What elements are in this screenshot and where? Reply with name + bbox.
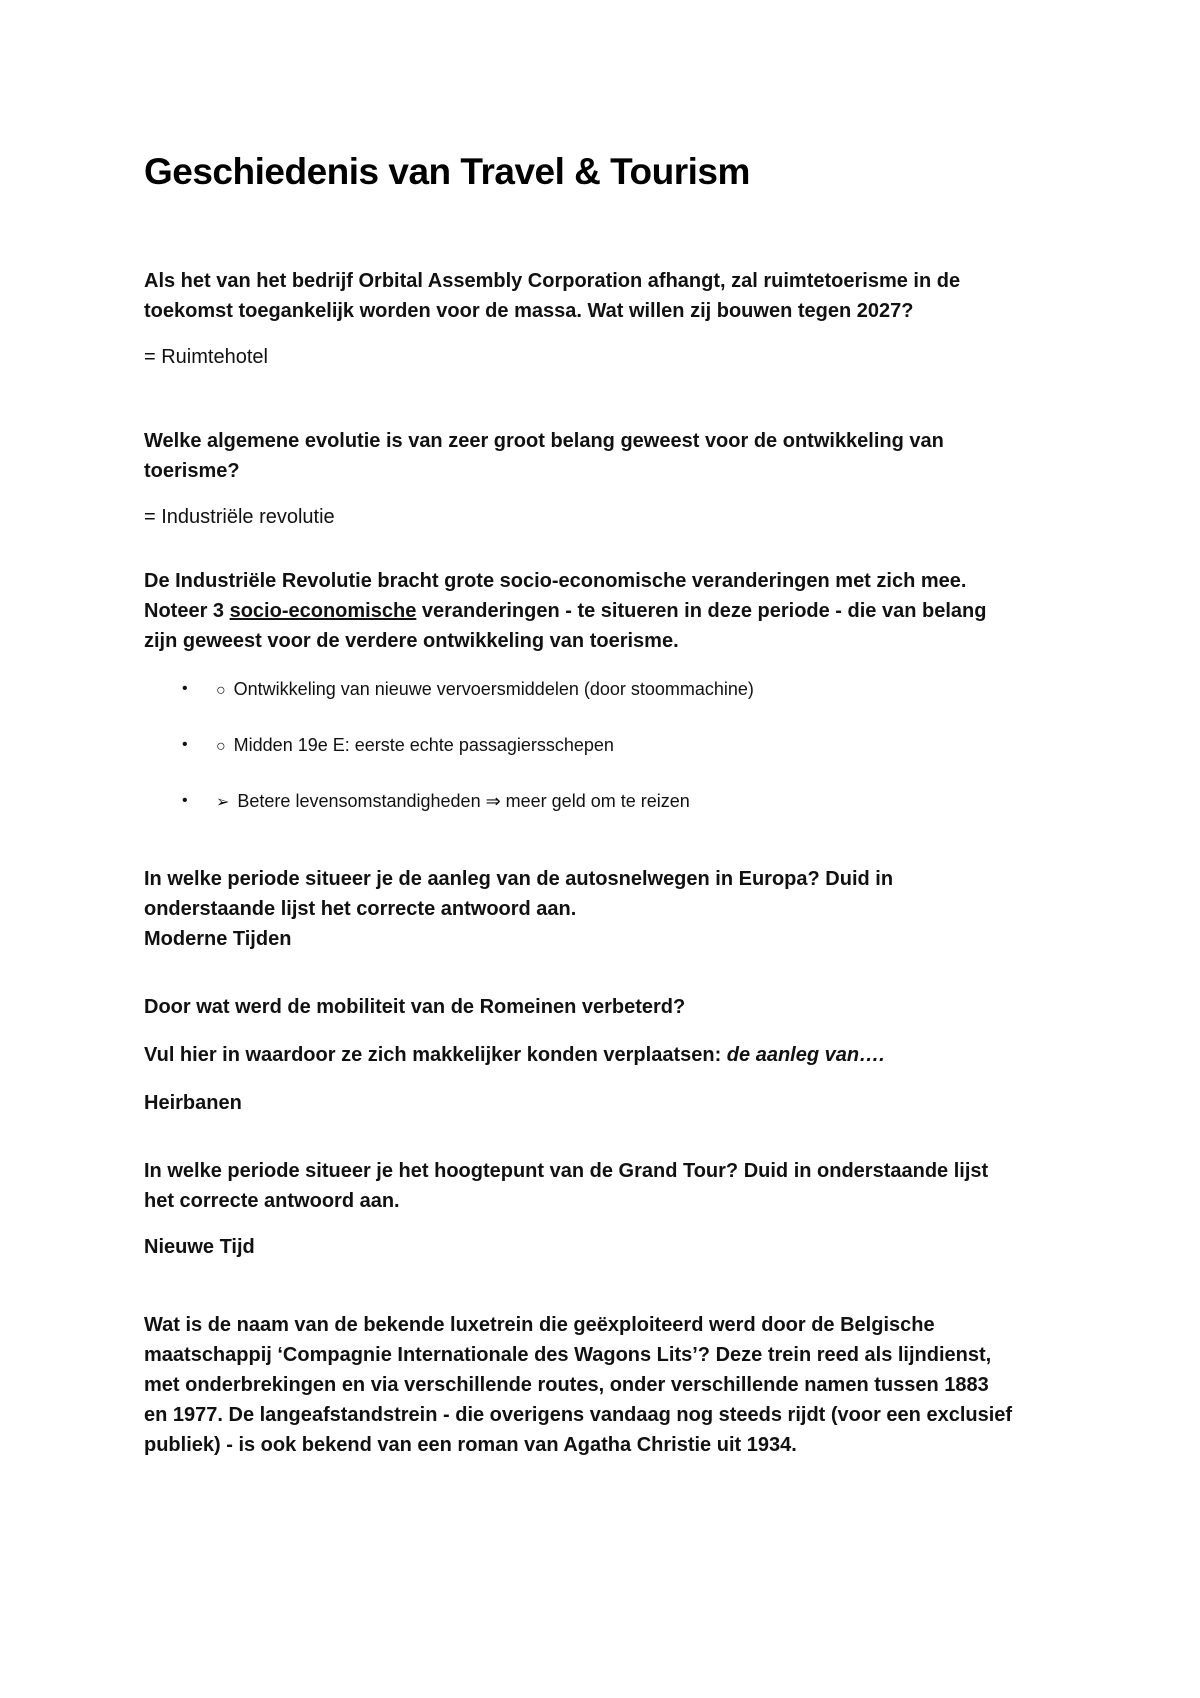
list-item-text: Midden 19e E: eerste echte passagiersschepen bbox=[233, 735, 614, 755]
answer-4: Moderne Tijden bbox=[144, 928, 292, 950]
question-5-line-1: Door wat werd de mobiliteit van de Romeinen verbeterd? bbox=[144, 996, 686, 1018]
question-7-line-3: met onderbrekingen en via verschillende routes, onder verschillende namen tussen 1883 bbox=[144, 1374, 989, 1396]
list-item-text: Ontwikkeling van nieuwe vervoersmiddelen (door stoommachine) bbox=[233, 679, 754, 699]
question-3-line-1: De Industriële Revolutie bracht grote socio-economische veranderingen met zich mee. bbox=[144, 570, 967, 592]
question-5-line-2 bbox=[144, 1040, 1074, 1070]
answer-3-list bbox=[144, 676, 1074, 814]
list-item bbox=[144, 732, 1074, 758]
answer-1: = Ruimtehotel bbox=[144, 346, 268, 368]
bullet-icon: • bbox=[182, 792, 188, 809]
question-3-line-2-pre: Noteer 3 bbox=[144, 600, 230, 622]
document-content bbox=[144, 150, 1074, 1460]
question-3-line-3: zijn geweest voor de verdere ontwikkeling van toerisme. bbox=[144, 630, 679, 652]
list-item-text: Betere levensomstandigheden ⇒ meer geld om te reizen bbox=[237, 791, 690, 811]
list-item bbox=[144, 676, 1074, 702]
question-7-line-2: maatschappij ‘Compagnie Internationale des Wagons Lits’? Deze trein reed als lijndienst, bbox=[144, 1344, 992, 1366]
answer-5: Heirbanen bbox=[144, 1092, 242, 1114]
question-1-line-2: toekomst toegankelijk worden voor de massa. Wat willen zij bouwen tegen 2027? bbox=[144, 300, 914, 322]
document-title: Geschiedenis van Travel & Tourism bbox=[144, 151, 750, 192]
question-7-line-5: publiek) - is ook bekend van een roman van Agatha Christie uit 1934. bbox=[144, 1434, 797, 1456]
question-7-line-4: en 1977. De langeafstandstrein - die overigens vandaag nog steeds rijdt (voor een exclusief bbox=[144, 1404, 1013, 1426]
question-3-underlined-term: socio-economische bbox=[229, 600, 417, 622]
question-3-line-2 bbox=[144, 596, 1074, 626]
question-5-italic-prompt: de aanleg van…. bbox=[726, 1044, 885, 1066]
bullet-icon: • bbox=[182, 680, 188, 697]
question-7-line-1: Wat is de naam van de bekende luxetrein die geëxploiteerd werd door de Belgische bbox=[144, 1314, 935, 1336]
question-5-line-2-pre: Vul hier in waardoor ze zich makkelijker konden verplaatsen: bbox=[144, 1044, 727, 1066]
question-4-line-1: In welke periode situeer je de aanleg van de autosnelwegen in Europa? Duid in bbox=[144, 868, 894, 890]
question-3-line-2-post: veranderingen - te situeren in deze periode - die van belang bbox=[416, 600, 987, 622]
bullet-icon: • bbox=[182, 736, 188, 753]
question-2-line-1: Welke algemene evolutie is van zeer groot belang geweest voor de ontwikkeling van bbox=[144, 430, 944, 452]
list-item bbox=[144, 788, 1074, 814]
question-4-line-2: onderstaande lijst het correcte antwoord aan. bbox=[144, 898, 577, 920]
question-1-line-1: Als het van het bedrijf Orbital Assembly Corporation afhangt, zal ruimtetoerisme in de bbox=[144, 270, 961, 292]
answer-6: Nieuwe Tijd bbox=[144, 1236, 255, 1258]
question-2-line-2: toerisme? bbox=[144, 460, 240, 482]
circle-icon: ○ bbox=[216, 738, 226, 755]
question-6-line-2: het correcte antwoord aan. bbox=[144, 1190, 400, 1212]
question-6-line-1: In welke periode situeer je het hoogtepunt van de Grand Tour? Duid in onderstaande lijst bbox=[144, 1160, 989, 1182]
answer-2: = Industriële revolutie bbox=[144, 506, 335, 528]
circle-icon: ○ bbox=[216, 682, 226, 699]
arrow-icon: ➢ bbox=[216, 794, 230, 811]
